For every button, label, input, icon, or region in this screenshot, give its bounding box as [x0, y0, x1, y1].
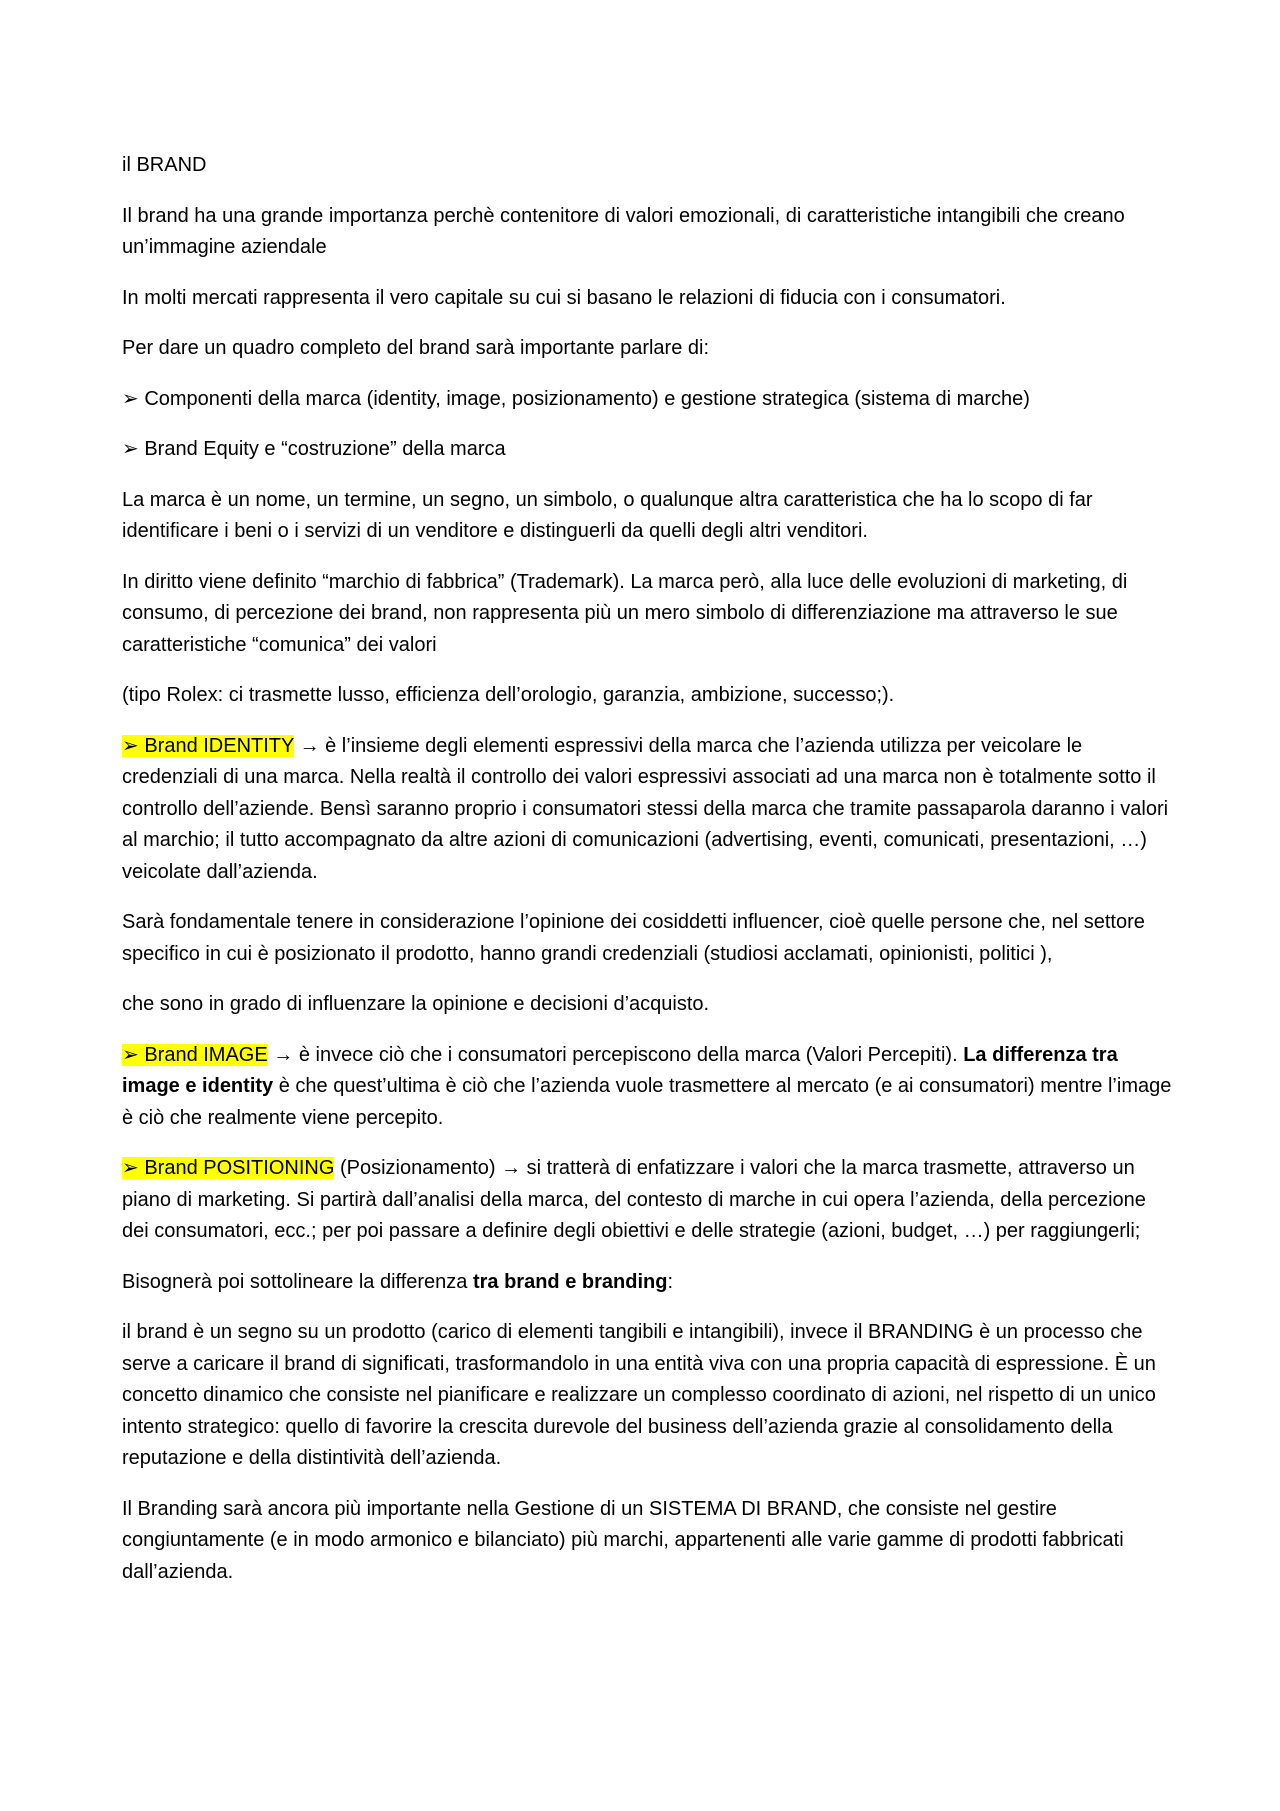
bullet-arrow-icon: ➢ — [122, 1043, 139, 1066]
paragraph-definition: La marca è un nome, un termine, un segno, un simbolo, o qualunque altra caratteristica che ha lo scopo di far identificare i beni o i servizi di un venditore e distinguerli da quelli degli altri venditori. — [122, 488, 1093, 542]
paragraph-intro: Il brand ha una grande importanza perchè contenitore di valori emozionali, di caratteristiche intangibili che creano un’immagine aziendale — [122, 204, 1125, 258]
section-brand-image — [122, 1040, 1174, 1135]
paragraph-markets: In molti mercati rappresenta il vero capitale su cui si basano le relazioni di fiducia con i consumatori. — [122, 286, 1006, 309]
image-bold-text: La differenza tra image e identity — [122, 1043, 1118, 1097]
paragraph-overview: Per dare un quadro completo del brand sarà importante parlare di: — [122, 337, 710, 359]
text-end: : — [667, 1270, 673, 1293]
paragraph-brand-system: Il Branding sarà ancora più importante nella Gestione di un SISTEMA DI BRAND, che consiste nel gestire congiuntamente (e in modo armonico e bilanciato) più marchi, appartenenti alle varie gamme di prodotti fabbricati dall’azienda. — [122, 1497, 1124, 1583]
highlighted-label-image: Brand IMAGE — [144, 1043, 268, 1066]
text-start: Bisognerà poi sottolineare la differenza — [122, 1270, 473, 1293]
image-text-continued: è che quest’ultima è ciò che l’azienda vuole trasmettere al mercato (e ai consumatori) mentre l’image è ciò che realmente viene percepito. — [122, 1075, 1172, 1129]
bullet-arrow-icon: ➢ — [122, 387, 139, 410]
bullet-arrow-icon: ➢ — [122, 1157, 139, 1179]
bullet-text: Componenti della marca (identity, image, posizionamento) e gestione strategica (sistema di marche) — [144, 387, 1030, 410]
paragraph-branding-definition: il brand è un segno su un prodotto (carico di elementi tangibili e intangibili), invece il BRANDING è un processo che serve a caricare il brand di significati, trasformandolo in una entità viva con una propria capacità di espressione. È un concetto dinamico che consiste nel pianificare e realizzare un complesso coordinato di azioni, nel rispetto di un unico intento strategico: quello di favorire la crescita durevole del business dell’azienda grazie al consolidamento della reputazione e della distintività dell’azienda. — [122, 1321, 1156, 1469]
section-brand-positioning — [122, 1153, 1174, 1248]
identity-text: → è l’insieme degli elementi espressivi della marca che l’azienda utilizza per veicolare le credenziali di una marca. Nella realtà il controllo dei valori espressivi associati ad una marca non è totalmente sotto il controllo dell’aziende. Bensì saranno proprio i consumatori stessi della marca che tramite passaparola daranno i valori al marchio; il tutto accompagnato da altre azioni di comunicazioni (advertising, eventi, comunicati, presentazioni, …) veicolate dall’azienda. — [122, 734, 1169, 883]
paragraph-rolex-example: (tipo Rolex: ci trasmette lusso, efficienza dell’orologio, garanzia, ambizione, successo;). — [122, 684, 895, 706]
bullet-arrow-icon: ➢ — [122, 438, 139, 460]
paragraph-influencer: Sarà fondamentale tenere in considerazione l’opinione dei cosiddetti influencer, cioè quelle persone che, nel settore specifico in cui è posizionato il prodotto, hanno grandi credenziali (studiosi acclamati, opinionisti, politici ), — [122, 911, 1145, 965]
paragraph-trademark: In diritto viene definito “marchio di fabbrica” (Trademark). La marca però, alla luce delle evoluzioni di marketing, di consumo, di percezione dei brand, non rappresenta più un mero simbolo di differenziazione ma attraverso le sue caratteristiche “comunica” dei valori — [122, 570, 1128, 656]
paragraph-influence: che sono in grado di influenzare la opinione e decisioni d’acquisto. — [122, 993, 710, 1015]
bullet-arrow-icon: ➢ — [122, 734, 139, 757]
image-text: → è invece ciò che i consumatori percepiscono della marca (Valori Percepiti). — [267, 1043, 964, 1066]
highlighted-label-identity: Brand IDENTITY — [144, 734, 295, 757]
bullet-text: Brand Equity e “costruzione” della marca — [144, 438, 506, 460]
highlighted-label-positioning: Brand POSITIONING — [144, 1157, 335, 1179]
bullet-item-components — [122, 384, 1174, 416]
text-bold: tra brand e branding — [472, 1270, 668, 1293]
bullet-item-equity — [122, 434, 1174, 466]
paragraph-brand-vs-branding — [122, 1267, 1174, 1299]
section-brand-identity — [122, 731, 1174, 889]
document-title: il BRAND — [122, 154, 207, 176]
positioning-text: (Posizionamento) → si tratterà di enfatizzare i valori che la marca trasmette, attraverso un piano di marketing. Si partirà dall’analisi della marca, del contesto di marche in cui opera l’azienda, della percezione dei consumatori, ecc.; per poi passare a definire degli obiettivi e delle strategie (azioni, budget, …) per raggiungerli; — [122, 1157, 1146, 1242]
document-page — [122, 150, 1174, 1607]
